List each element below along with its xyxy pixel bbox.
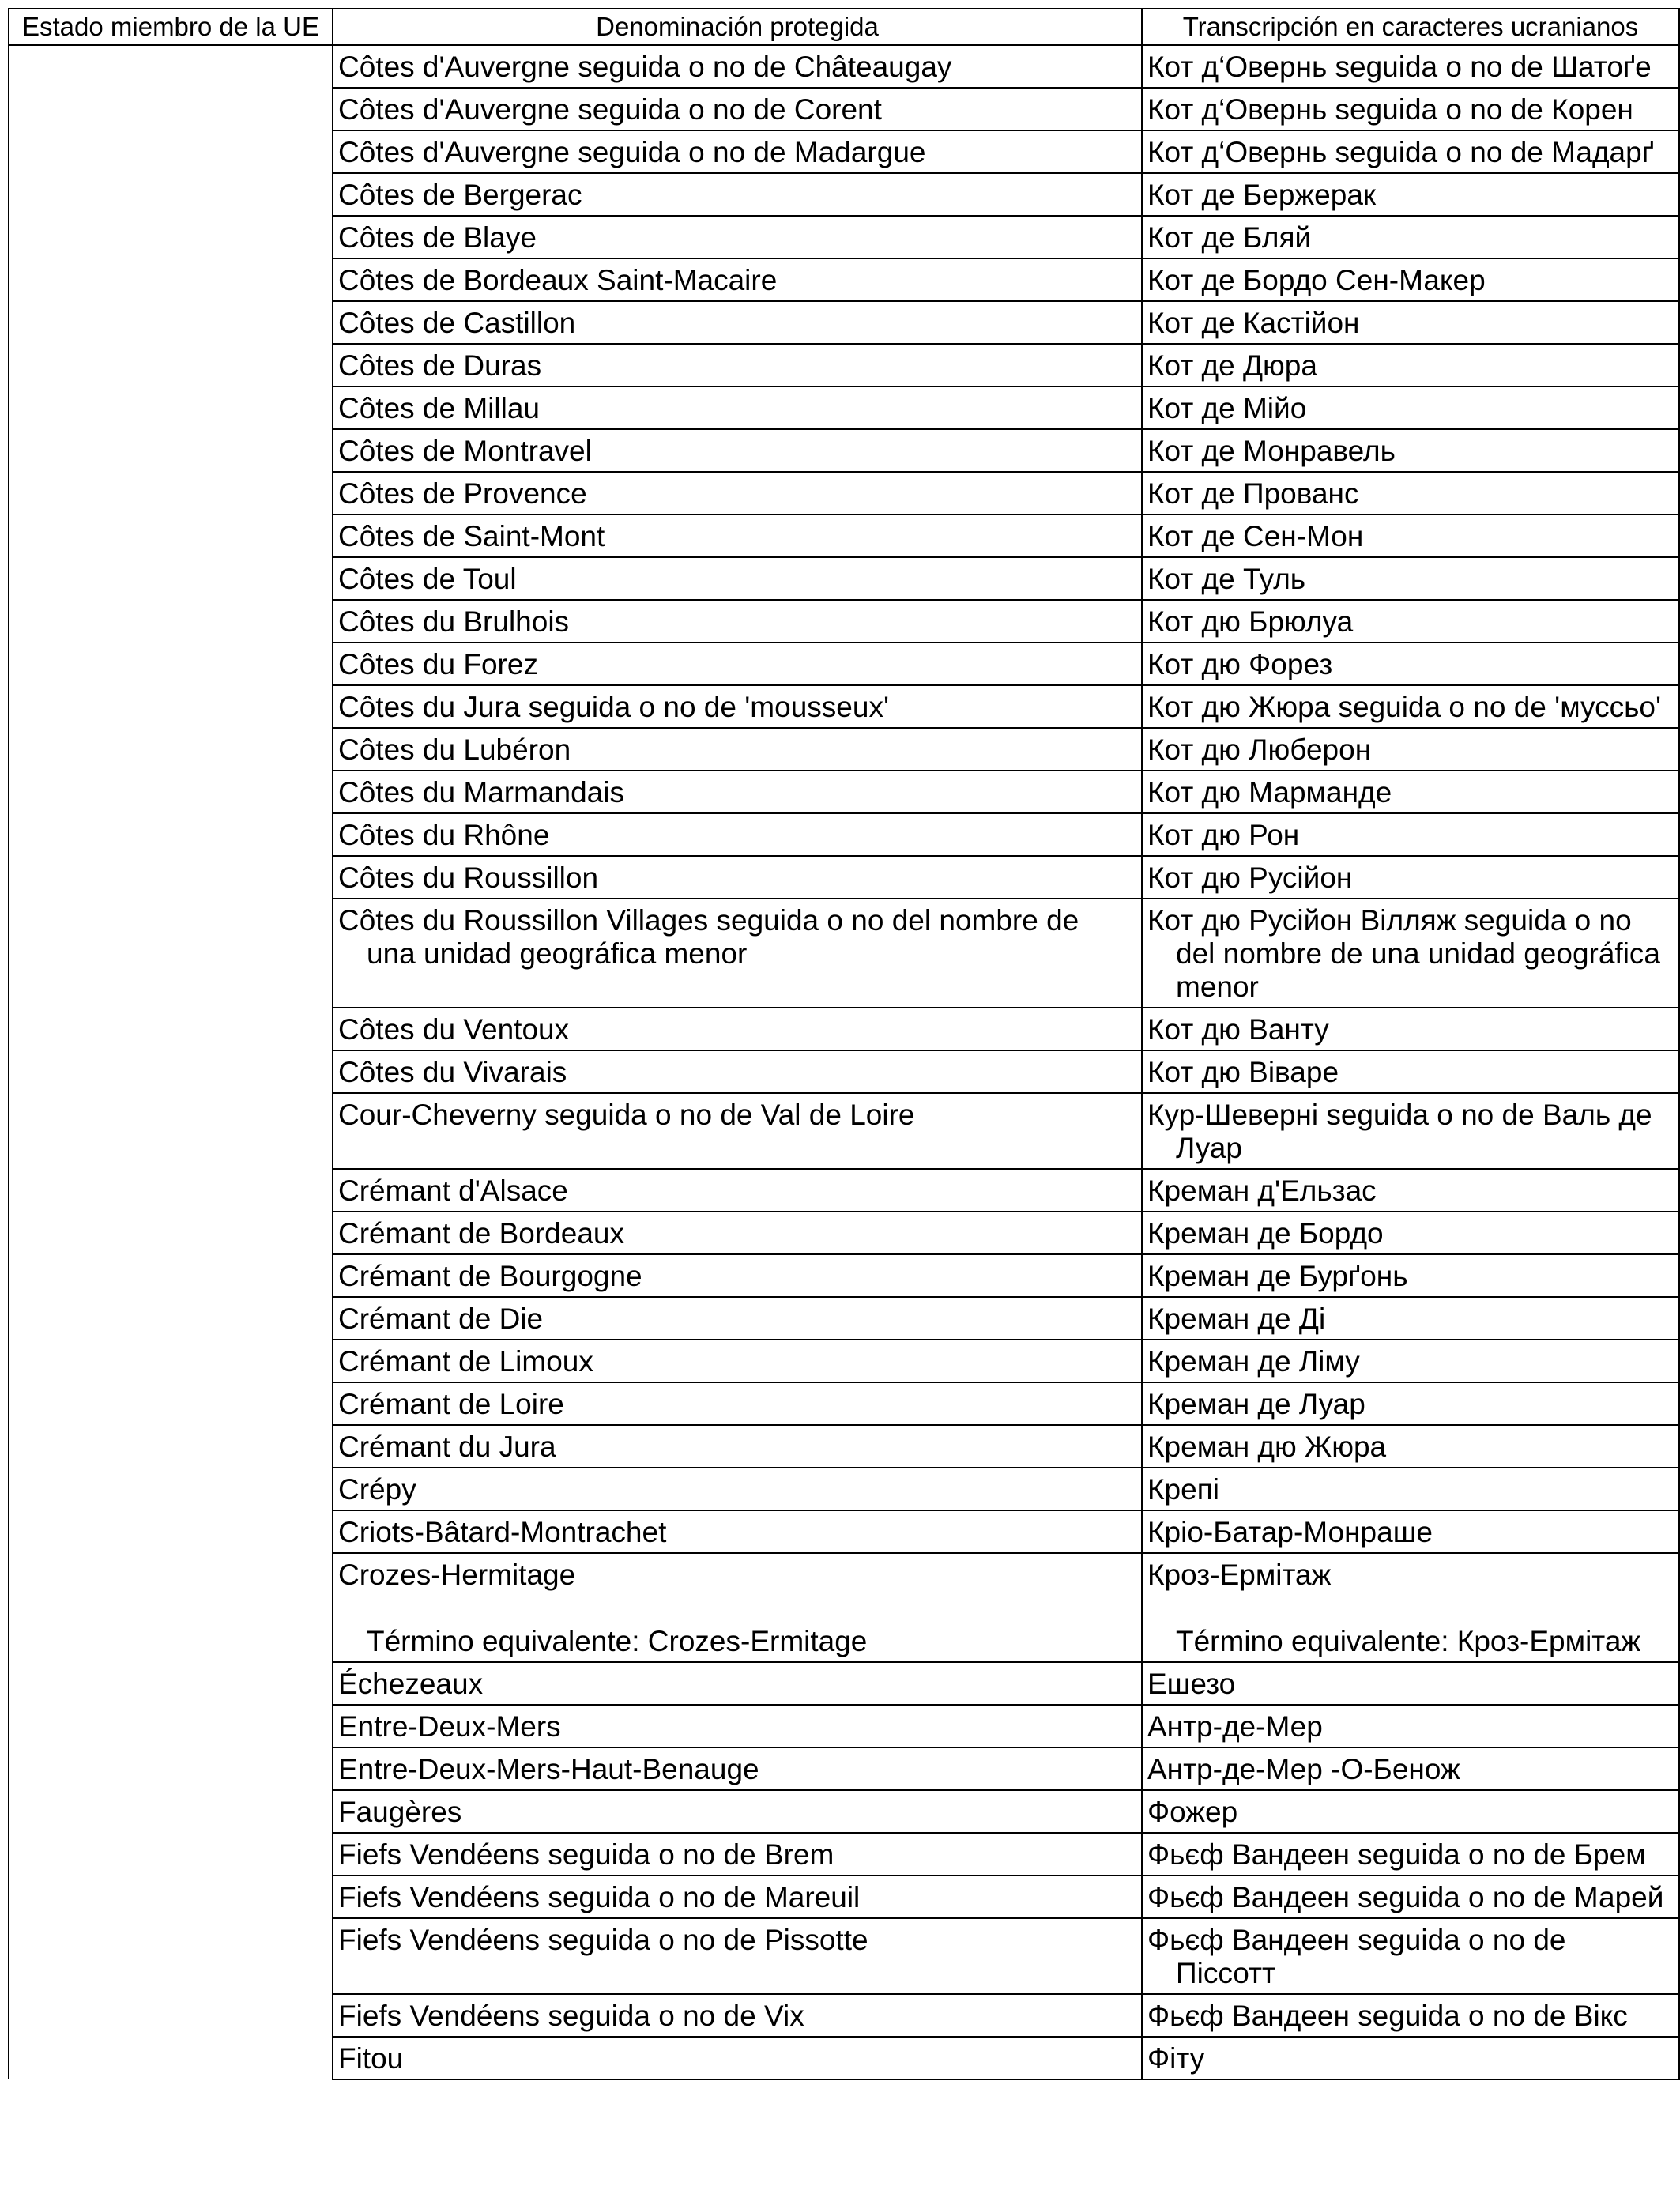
protected-name-cell	[333, 1254, 1142, 1297]
protected-name-cell	[333, 344, 1142, 386]
protected-name-cell	[333, 216, 1142, 258]
transcription-cell	[1142, 813, 1679, 856]
cell-text: Crémant de Limoux	[338, 1345, 593, 1378]
protected-name-cell	[333, 643, 1142, 685]
cell-text: Кот д‘Овернь seguida o no de Шатоґе	[1147, 51, 1652, 83]
cell-text: Crémant du Jura	[338, 1431, 556, 1463]
transcription-cell	[1142, 600, 1679, 643]
transcription-cell	[1142, 1212, 1679, 1254]
cell-text: Côtes de Blaye	[338, 221, 537, 254]
transcription-cell	[1142, 1297, 1679, 1340]
protected-name-cell	[333, 813, 1142, 856]
cell-text: Креман де Бордо	[1147, 1217, 1384, 1250]
protected-name-cell	[333, 1790, 1142, 1833]
cell-text: Crémant de Bourgogne	[338, 1260, 642, 1292]
cell-text: Côtes du Forez	[338, 648, 538, 680]
protected-name-cell	[333, 1382, 1142, 1425]
transcription-cell	[1142, 386, 1679, 429]
cell-text: Côtes d'Auvergne seguida o no de Châteaugay	[338, 51, 952, 83]
cell-text: Кріо-Батар-Монраше	[1147, 1516, 1433, 1548]
cell-text: Антр-де-Мер	[1147, 1710, 1323, 1743]
cell-text: Кот де Бляй	[1147, 221, 1312, 254]
protected-name-cell	[333, 771, 1142, 813]
cell-text: Кот дю Марманде	[1147, 776, 1392, 809]
protected-name-cell	[333, 856, 1142, 899]
cell-text: Кот де Сен-Мон	[1147, 520, 1364, 552]
cell-text: Антр-де-Мер -О-Бенож	[1147, 1753, 1460, 1785]
transcription-cell	[1142, 1918, 1679, 1994]
cell-text: Кот де Монравель	[1147, 435, 1396, 467]
cell-text: Кот дю Русійон	[1147, 861, 1353, 894]
cell-text: Фьєф Вандеен seguida o no de Марей	[1147, 1881, 1664, 1913]
table-body	[9, 45, 1679, 2079]
blank-line	[1147, 1592, 1675, 1625]
cell-text: Côtes du Roussillon	[338, 861, 599, 894]
protected-name-cell	[333, 472, 1142, 515]
cell-text: Crémant de Die	[338, 1302, 544, 1335]
transcription-cell	[1142, 856, 1679, 899]
cell-text: Côtes de Toul	[338, 563, 517, 595]
cell-text: Креман де Ліму	[1147, 1345, 1360, 1378]
transcription-cell	[1142, 258, 1679, 301]
protected-name-cell	[333, 45, 1142, 88]
cell-text: Фьєф Вандеен seguida o no de Вікс	[1147, 2000, 1628, 2032]
cell-text: Fiefs Vendéens seguida o no de Mareuil	[338, 1881, 861, 1913]
cell-text: menor	[1176, 971, 1259, 1003]
transcription-cell	[1142, 130, 1679, 173]
protected-name-cell	[333, 1994, 1142, 2037]
cell-text: Кот де Дюра	[1147, 349, 1317, 382]
cell-text: Fiefs Vendéens seguida o no de Pissotte	[338, 1924, 868, 1956]
cell-text: Кот де Кастійон	[1147, 307, 1360, 339]
protected-name-cell	[333, 1468, 1142, 1510]
transcription-cell	[1142, 1008, 1679, 1050]
protected-name-cell	[333, 685, 1142, 728]
transcription-cell	[1142, 1994, 1679, 2037]
cell-text: Кот де Бержерак	[1147, 179, 1377, 211]
cell-text: Креман дю Жюра	[1147, 1431, 1387, 1463]
cell-text: Côtes de Provence	[338, 477, 587, 510]
cell-text: una unidad geográfica menor	[367, 937, 748, 970]
cell-text: Кот дю Жюра seguida o no de 'муссьо'	[1147, 691, 1662, 723]
designations-table	[8, 8, 1680, 2080]
transcription-cell	[1142, 1468, 1679, 1510]
member-state-cell	[9, 45, 333, 2079]
cell-text: Ешезо	[1147, 1668, 1236, 1700]
transcription-cell	[1142, 1705, 1679, 1747]
protected-name-cell	[333, 1747, 1142, 1790]
cell-text: Faugères	[338, 1796, 462, 1828]
cell-text: Кот дю Люберон	[1147, 733, 1372, 766]
cell-text: Échezeaux	[338, 1668, 484, 1700]
protected-name-cell	[333, 1662, 1142, 1705]
transcription-cell	[1142, 685, 1679, 728]
cell-text: Фьєф Вандеен seguida o no de	[1147, 1924, 1566, 1956]
protected-name-cell	[333, 429, 1142, 472]
cell-text: Côtes du Brulhois	[338, 605, 570, 638]
cell-text: Фьєф Вандеен seguida o no de Брем	[1147, 1838, 1646, 1871]
transcription-cell	[1142, 1790, 1679, 1833]
cell-text: Крепі	[1147, 1473, 1219, 1506]
cell-text: Crozes-Hermitage	[338, 1559, 576, 1591]
cell-text: Кот дю Брюлуа	[1147, 605, 1354, 638]
cell-text: Fitou	[338, 2042, 404, 2075]
protected-name-cell	[333, 1510, 1142, 1553]
cell-text: Crémant de Loire	[338, 1388, 564, 1420]
cell-text: Côtes du Roussillon Villages seguida o no del nombre de	[338, 904, 1079, 937]
transcription-cell	[1142, 216, 1679, 258]
cell-text: Crépy	[338, 1473, 416, 1506]
protected-name-cell	[333, 1705, 1142, 1747]
cell-text: Креман де Бурґонь	[1147, 1260, 1408, 1292]
protected-name-cell	[333, 173, 1142, 216]
cell-text: Кот дю Русійон Вілляж seguida o no	[1147, 904, 1632, 937]
cell-text: Кот дю Рон	[1147, 819, 1300, 851]
protected-name-cell	[333, 1212, 1142, 1254]
protected-name-cell	[333, 1297, 1142, 1340]
transcription-cell	[1142, 899, 1679, 1008]
protected-name-cell	[333, 130, 1142, 173]
cell-text: Crémant d'Alsace	[338, 1174, 568, 1207]
transcription-cell	[1142, 1169, 1679, 1212]
transcription-cell	[1142, 1833, 1679, 1875]
transcription-cell	[1142, 429, 1679, 472]
transcription-cell	[1142, 173, 1679, 216]
blank-line	[338, 1592, 1138, 1625]
cell-text: Fiefs Vendéens seguida o no de Brem	[338, 1838, 834, 1871]
header-ukrainian-transcription: Transcripción en caracteres ucranianos	[1142, 9, 1679, 45]
transcription-cell	[1142, 557, 1679, 600]
cell-text: Côtes du Lubéron	[338, 733, 571, 766]
cell-text: Креман д'Ельзас	[1147, 1174, 1377, 1207]
cell-text: Креман де Ді	[1147, 1302, 1326, 1335]
cell-text: Креман де Луар	[1147, 1388, 1365, 1420]
protected-name-cell	[333, 899, 1142, 1008]
cell-text: Кот дю Ванту	[1147, 1013, 1329, 1046]
transcription-cell	[1142, 1093, 1679, 1169]
protected-name-cell	[333, 1425, 1142, 1468]
protected-name-cell	[333, 258, 1142, 301]
cell-text: Кот д‘Овернь seguida o no de Корен	[1147, 93, 1633, 126]
cell-text: Côtes de Bordeaux Saint-Macaire	[338, 264, 778, 296]
header-row	[9, 9, 1679, 45]
cell-text: Фіту	[1147, 2042, 1205, 2075]
protected-name-cell	[333, 1093, 1142, 1169]
protected-name-cell	[333, 1340, 1142, 1382]
cell-text: Кот де Туль	[1147, 563, 1306, 595]
cell-text: Côtes d'Auvergne seguida o no de Madargue	[338, 136, 926, 168]
cell-text: Criots-Bâtard-Montrachet	[338, 1516, 667, 1548]
transcription-cell	[1142, 1875, 1679, 1918]
cell-text: Côtes du Marmandais	[338, 776, 624, 809]
protected-name-cell	[333, 515, 1142, 557]
transcription-cell	[1142, 1510, 1679, 1553]
cell-text: Côtes de Bergerac	[338, 179, 582, 211]
cell-text: Кот де Бордо Сен-Макер	[1147, 264, 1486, 296]
cell-text: Côtes de Castillon	[338, 307, 576, 339]
transcription-cell	[1142, 515, 1679, 557]
cell-text: Côtes de Millau	[338, 392, 541, 424]
protected-name-cell	[333, 1833, 1142, 1875]
cell-text: Луар	[1176, 1132, 1242, 1164]
transcription-cell	[1142, 45, 1679, 88]
transcription-cell	[1142, 1050, 1679, 1093]
cell-text: Côtes d'Auvergne seguida o no de Corent	[338, 93, 882, 126]
cell-text: Fiefs Vendéens seguida o no de Vix	[338, 2000, 804, 2032]
transcription-cell	[1142, 344, 1679, 386]
cell-text: Кроз-Ермітаж	[1147, 1559, 1332, 1591]
transcription-cell	[1142, 301, 1679, 344]
protected-name-cell	[333, 2037, 1142, 2079]
protected-name-cell	[333, 1169, 1142, 1212]
cell-text: Entre-Deux-Mers-Haut-Benauge	[338, 1753, 759, 1785]
cell-text: Côtes du Ventoux	[338, 1013, 570, 1046]
table-row	[9, 45, 1679, 88]
cell-text: Crémant de Bordeaux	[338, 1217, 624, 1250]
transcription-cell	[1142, 1662, 1679, 1705]
protected-name-cell	[333, 1008, 1142, 1050]
header-member-state: Estado miembro de la UE	[9, 9, 333, 45]
protected-name-cell	[333, 301, 1142, 344]
cell-text: Кот дю Віваре	[1147, 1056, 1339, 1088]
protected-name-cell	[333, 728, 1142, 771]
transcription-cell	[1142, 1553, 1679, 1662]
cell-text: Côtes de Duras	[338, 349, 542, 382]
protected-name-cell	[333, 88, 1142, 130]
cell-text: del nombre de una unidad geográfica	[1176, 937, 1661, 970]
transcription-cell	[1142, 88, 1679, 130]
transcription-cell	[1142, 1425, 1679, 1468]
transcription-cell	[1142, 1747, 1679, 1790]
protected-name-cell	[333, 557, 1142, 600]
cell-text: Término equivalente: Crozes-Ermitage	[367, 1625, 868, 1657]
transcription-cell	[1142, 1340, 1679, 1382]
protected-name-cell	[333, 600, 1142, 643]
cell-text: Côtes du Jura seguida o no de 'mousseux'	[338, 691, 890, 723]
header-protected-name: Denominación protegida	[333, 9, 1142, 45]
cell-text: Côtes de Montravel	[338, 435, 592, 467]
protected-name-cell	[333, 1875, 1142, 1918]
transcription-cell	[1142, 643, 1679, 685]
cell-text: Entre-Deux-Mers	[338, 1710, 561, 1743]
cell-text: Cour-Cheverny seguida o no de Val de Loire	[338, 1099, 915, 1131]
cell-text: Término equivalente: Кроз-Ермітаж	[1176, 1625, 1641, 1657]
cell-text: Côtes du Rhône	[338, 819, 550, 851]
cell-text: Кур-Шеверні seguida o no de Валь де	[1147, 1099, 1652, 1131]
protected-name-cell	[333, 386, 1142, 429]
cell-text: Кот д‘Овернь seguida o no de Мадарґ	[1147, 136, 1654, 168]
cell-text: Кот де Прованс	[1147, 477, 1359, 510]
cell-text: Côtes de Saint-Mont	[338, 520, 605, 552]
protected-name-cell	[333, 1918, 1142, 1994]
transcription-cell	[1142, 771, 1679, 813]
cell-text: Піссотт	[1176, 1957, 1275, 1989]
protected-name-cell	[333, 1050, 1142, 1093]
transcription-cell	[1142, 2037, 1679, 2079]
transcription-cell	[1142, 728, 1679, 771]
transcription-cell	[1142, 1254, 1679, 1297]
cell-text: Côtes du Vivarais	[338, 1056, 567, 1088]
cell-text: Кот дю Форез	[1147, 648, 1333, 680]
protected-name-cell	[333, 1553, 1142, 1662]
transcription-cell	[1142, 472, 1679, 515]
cell-text: Кот де Мійо	[1147, 392, 1307, 424]
cell-text: Фожер	[1147, 1796, 1238, 1828]
transcription-cell	[1142, 1382, 1679, 1425]
